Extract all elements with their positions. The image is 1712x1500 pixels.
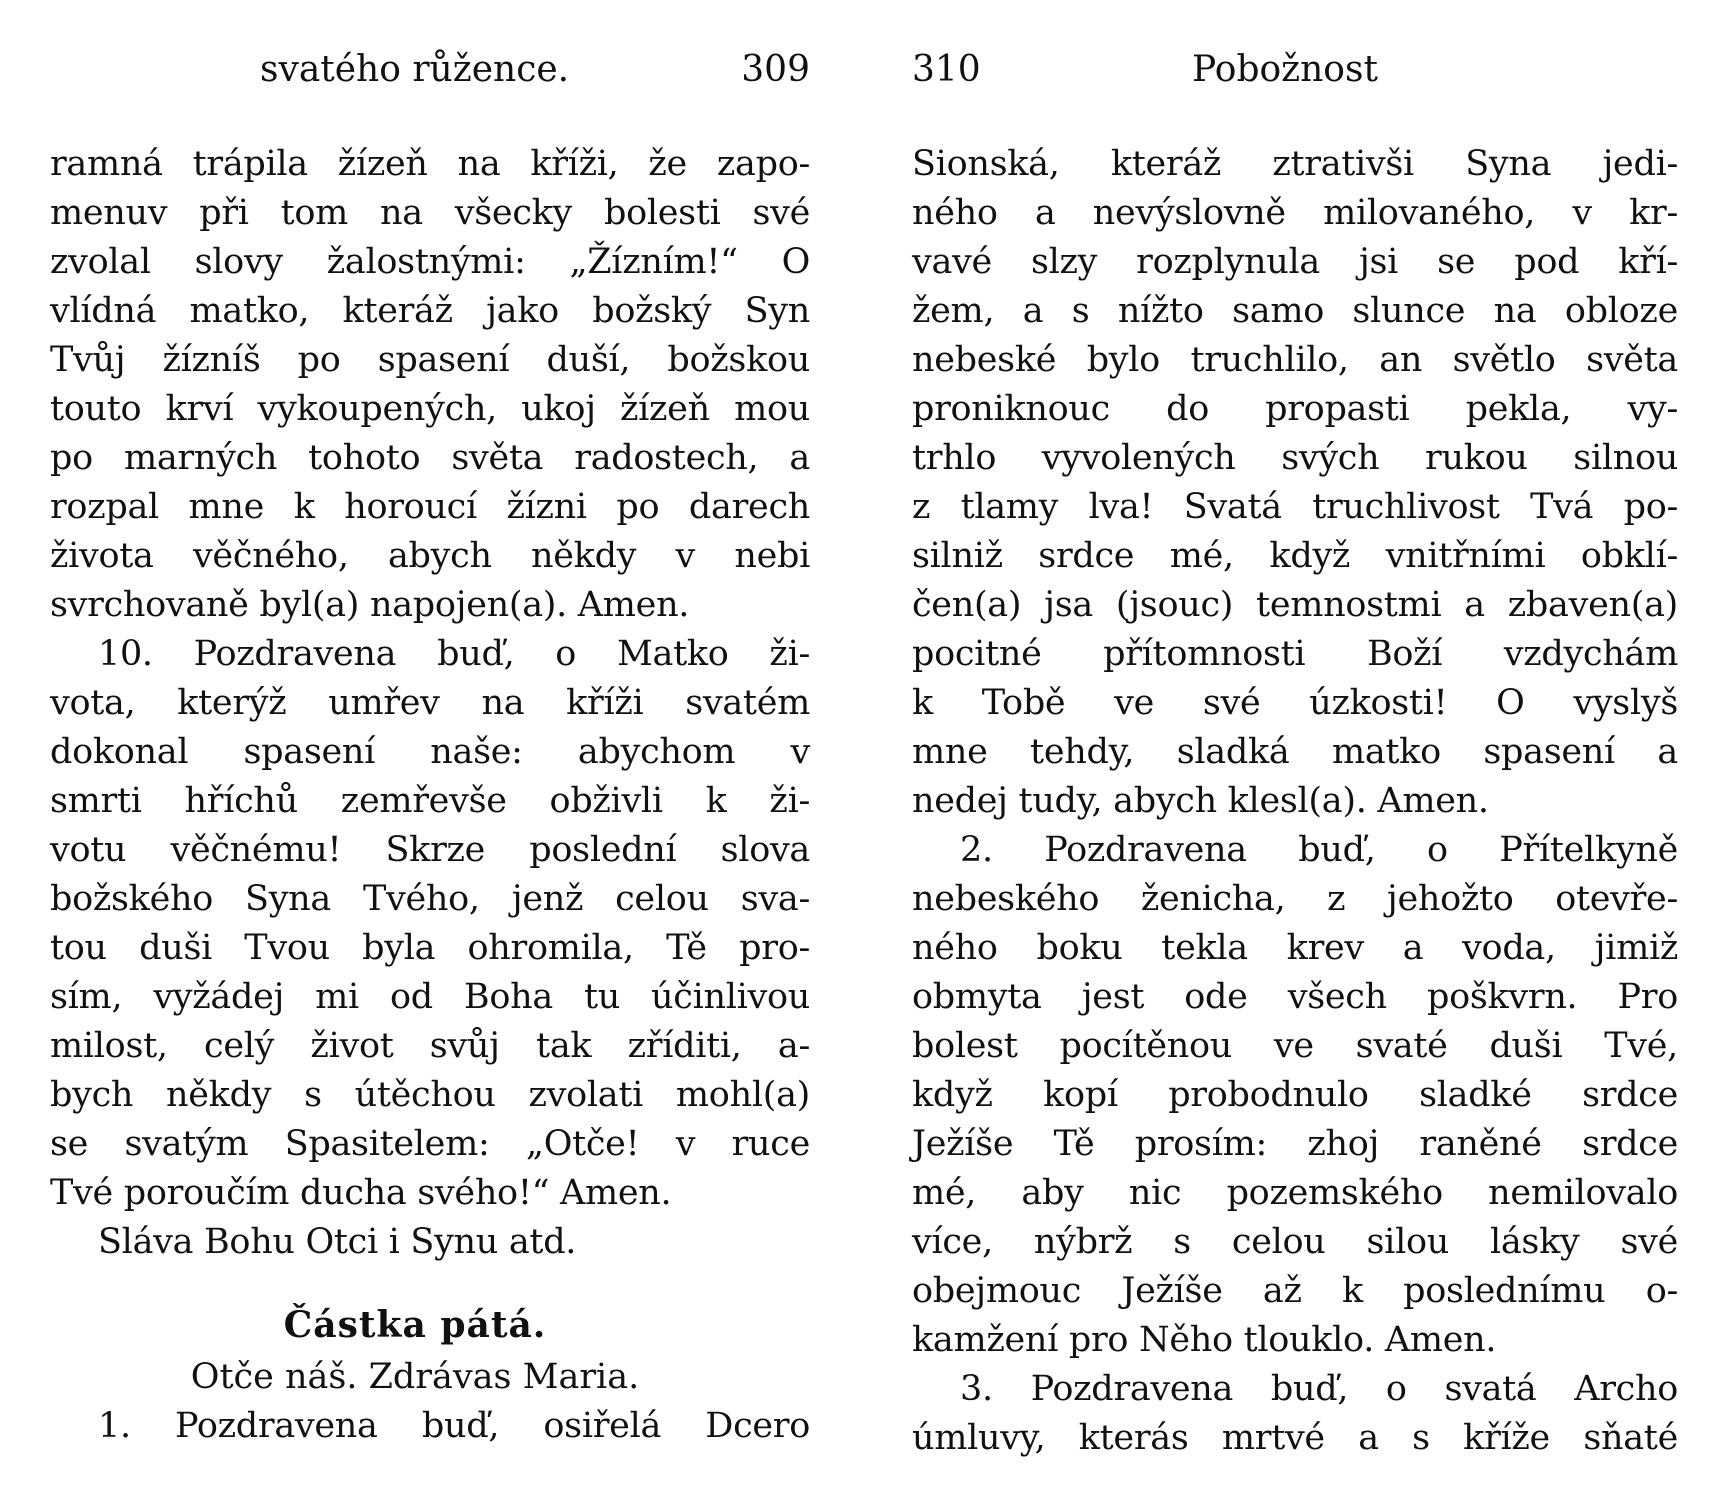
right-page [912,40,1678,1463]
page-number: 310 [912,49,981,90]
section-gap [50,1267,810,1297]
text-line: vota, kterýž umřev na kříži svatém [50,683,810,723]
text-line: svrchovaně byl(a) napojen(a). Amen. [50,585,690,625]
text-line: se svatým Spasitelem: „Otče! v ruce [50,1124,810,1164]
section-heading: Částka pátá. [283,1304,547,1346]
text-line: života věčného, abych někdy v nebi [50,536,810,576]
text-line: dokonal spasení naše: abychom v [50,732,810,772]
text-line: Ježíše Tě prosím: zhoj raněné srdce [912,1124,1678,1164]
text-line: menuv při tom na všecky bolesti své [50,193,810,233]
text-line: více, nýbrž s celou silou lásky své [912,1222,1678,1262]
text-line: trhlo vyvolených svých rukou silnou [912,438,1678,478]
text-line: Tvé poroučím ducha svého!“ Amen. [50,1173,672,1213]
text-line: tou duši Tvou byla ohromila, Tě pro- [50,928,810,968]
text-line: 1. Pozdravena buď, osiřelá Dcero [98,1406,810,1446]
prayer-line: Otče náš. Zdrávas Maria. [190,1357,640,1397]
text-line: božského Syna Tvého, jenž celou sva- [50,879,810,919]
left-page-header [50,40,810,100]
text-line: sím, vyžádej mi od Boha tu účinlivou [50,977,810,1017]
text-line: nebeské bylo truchlilo, an světlo světa [912,340,1678,380]
text-line: ného a nevýslovně milovaného, v kr- [912,193,1678,233]
text-line: 2. Pozdravena buď, o Přítelkyně [960,830,1678,870]
text-line: obejmouc Ježíše až k poslednímu o- [912,1271,1678,1311]
text-line: zvolal slovy žalostnými: „Žízním!“ O [50,242,810,282]
text-line: kamžení pro Něho tlouklo. Amen. [912,1320,1497,1360]
right-page-body [912,140,1678,1463]
text-line: nedej tudy, abych klesl(a). Amen. [912,781,1489,821]
text-line: nebeského ženicha, z jehožto otevře- [912,879,1678,919]
text-line: mne tehdy, sladká matko spasení a [912,732,1678,772]
text-line: po marných tohoto světa radostech, a [50,438,810,478]
text-line: úmluvy, kterás mrtvé a s kříže sňaté [912,1418,1678,1458]
text-line: smrti hříchů zemřevše obživli k ži- [50,781,810,821]
text-line: bolest pocítěnou ve svaté duši Tvé, [912,1026,1678,1066]
text-line: obmyta jest ode všech poškvrn. Pro [912,977,1678,1017]
text-line: mé, aby nic pozemského nemilovalo [912,1173,1678,1213]
text-line: vlídná matko, kteráž jako božský Syn [50,291,810,331]
text-line: milost, celý život svůj tak zříditi, a- [50,1026,810,1066]
text-line: 3. Pozdravena buď, o svatá Archo [960,1369,1678,1409]
left-page-body [50,140,810,1451]
text-line: votu věčnému! Skrze poslední slova [50,830,810,870]
running-title: svatého růžence. [260,49,570,90]
text-line: rozpal mne k horoucí žízni po darech [50,487,810,527]
text-line: když kopí probodnulo sladké srdce [912,1075,1678,1115]
text-line: k Tobě ve své úzkosti! O vyslyš [912,683,1678,723]
text-line: ného boku tekla krev a voda, jimiž [912,928,1678,968]
page-number: 309 [741,49,810,90]
text-line: z tlamy lva! Svatá truchlivost Tvá po- [912,487,1678,527]
text-line: pocitné přítomnosti Boží vzdychám [912,634,1678,674]
text-line: vavé slzy rozplynula jsi se pod kří- [912,242,1678,282]
text-line: touto krví vykoupených, ukoj žízeň mou [50,389,810,429]
text-line: Sionská, kteráž ztrativši Syna jedi- [912,144,1678,184]
text-line: proniknouc do propasti pekla, vy- [912,389,1678,429]
running-title: Pobožnost [1192,49,1378,90]
right-page-header [912,40,1678,100]
left-page [50,40,810,1451]
text-line: čen(a) jsa (jsouc) temnostmi a zbaven(a) [912,585,1678,625]
text-line: Tvůj žízníš po spasení duší, božskou [50,340,810,380]
text-line: žem, a s nížto samo slunce na obloze [912,291,1678,331]
text-line: 10. Pozdravena buď, o Matko ži- [98,634,810,674]
text-line: silniž srdce mé, když vnitřními obklí- [912,536,1678,576]
text-line: bych někdy s útěchou zvolati mohl(a) [50,1075,810,1115]
text-line: ramná trápila žízeň na kříži, že zapo- [50,144,810,184]
text-line: Sláva Bohu Otci i Synu atd. [98,1222,577,1262]
